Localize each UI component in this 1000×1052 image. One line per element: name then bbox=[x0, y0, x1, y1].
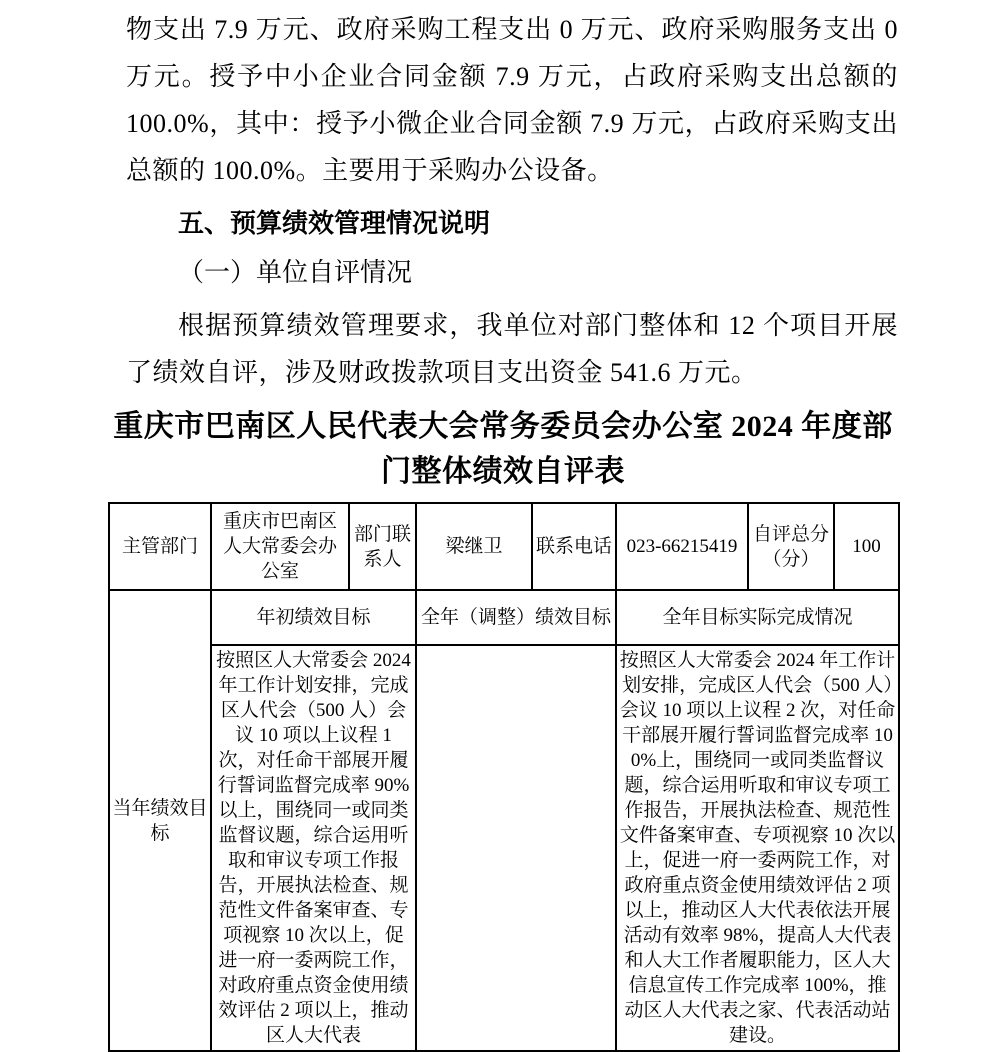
paragraph-procurement-continuation: 物支出 7.9 万元、政府采购工程支出 0 万元、政府采购服务支出 0 万元。授予中小企业合同金额 7.9 万元，占政府采购支出总额的 100.0%，其中：授予小微企业合同金额 7.9 万元，占政府采购支出总额的 100.0%。主要用于采购办公设备。 bbox=[126, 15, 898, 185]
cell-phone-label: 联系电话 bbox=[532, 503, 616, 590]
cell-contact-value: 梁继卫 bbox=[416, 503, 532, 590]
table-row-goal-headers bbox=[109, 590, 899, 645]
cell-adjusted-goal-header: 全年（调整）绩效目标 bbox=[416, 590, 616, 645]
section-heading-budget-performance: 五、预算绩效管理情况说明 bbox=[178, 208, 491, 238]
cell-dept-value: 重庆市巴南区人大常委会办公室 bbox=[211, 503, 349, 590]
cell-contact-label: 部门联系人 bbox=[349, 503, 416, 590]
table-row-info bbox=[109, 503, 899, 590]
paragraph-self-evaluation: 根据预算绩效管理要求，我单位对部门整体和 12 个项目开展了绩效自评，涉及财政拨款项目支出资金 541.6 万元。 bbox=[126, 311, 898, 387]
cell-score-value: 100 bbox=[834, 503, 899, 590]
cell-current-year-goal-label: 当年绩效目标 bbox=[109, 590, 211, 1051]
cell-score-label: 自评总分（分） bbox=[748, 503, 834, 590]
cell-actual-completion-header: 全年目标实际完成情况 bbox=[616, 590, 899, 645]
cell-initial-goal-header: 年初绩效目标 bbox=[211, 590, 416, 645]
performance-self-evaluation-table bbox=[108, 502, 900, 1052]
cell-adjusted-goal-text bbox=[416, 645, 616, 1051]
cell-initial-goal-text: 按照区人大常委会 2024 年工作计划安排，完成区人代会（500 人）会议 10 项以上议程 1 次，对任命干部展开履行誓词监督完成率 90%以上，围绕同一或同类监督议题，综合运用听取和审议专项工作报告，开展执法检查、规范性文件备案审查、专项视察 10 次以上，促进一府一委两院工作，对政府重点资金使用绩效评估 2 项以上，推动区人大代表 bbox=[211, 645, 416, 1051]
subsection-heading-self-evaluation: （一）单位自评情况 bbox=[178, 258, 413, 287]
cell-phone-value: 023-66215419 bbox=[616, 503, 748, 590]
table-row-goal-values bbox=[109, 645, 899, 1051]
cell-dept-label: 主管部门 bbox=[109, 503, 211, 590]
cell-actual-completion-text: 按照区人大常委会 2024 年工作计划安排，完成区人代会（500 人）会议 10 项以上议程 2 次，对任命干部展开履行誓词监督完成率 100%上，围绕同一或同类监督议题，综合运用听取和审议专项工作报告，开展执法检查、规范性文件备案审查、专项视察 10 次以上，促进一府一委两院工作，对政府重点资金使用绩效评估 2 项以上，推动区人大代表依法开展活动有效率 98%，提高人大代表和人大工作者履职能力，区人大信息宣传工作完成率 100%，推动区人大代表之家、代表活动站建设。 bbox=[616, 645, 899, 1051]
table-title: 重庆市巴南区人民代表大会常务委员会办公室 2024 年度部门整体绩效自评表 bbox=[113, 410, 893, 488]
